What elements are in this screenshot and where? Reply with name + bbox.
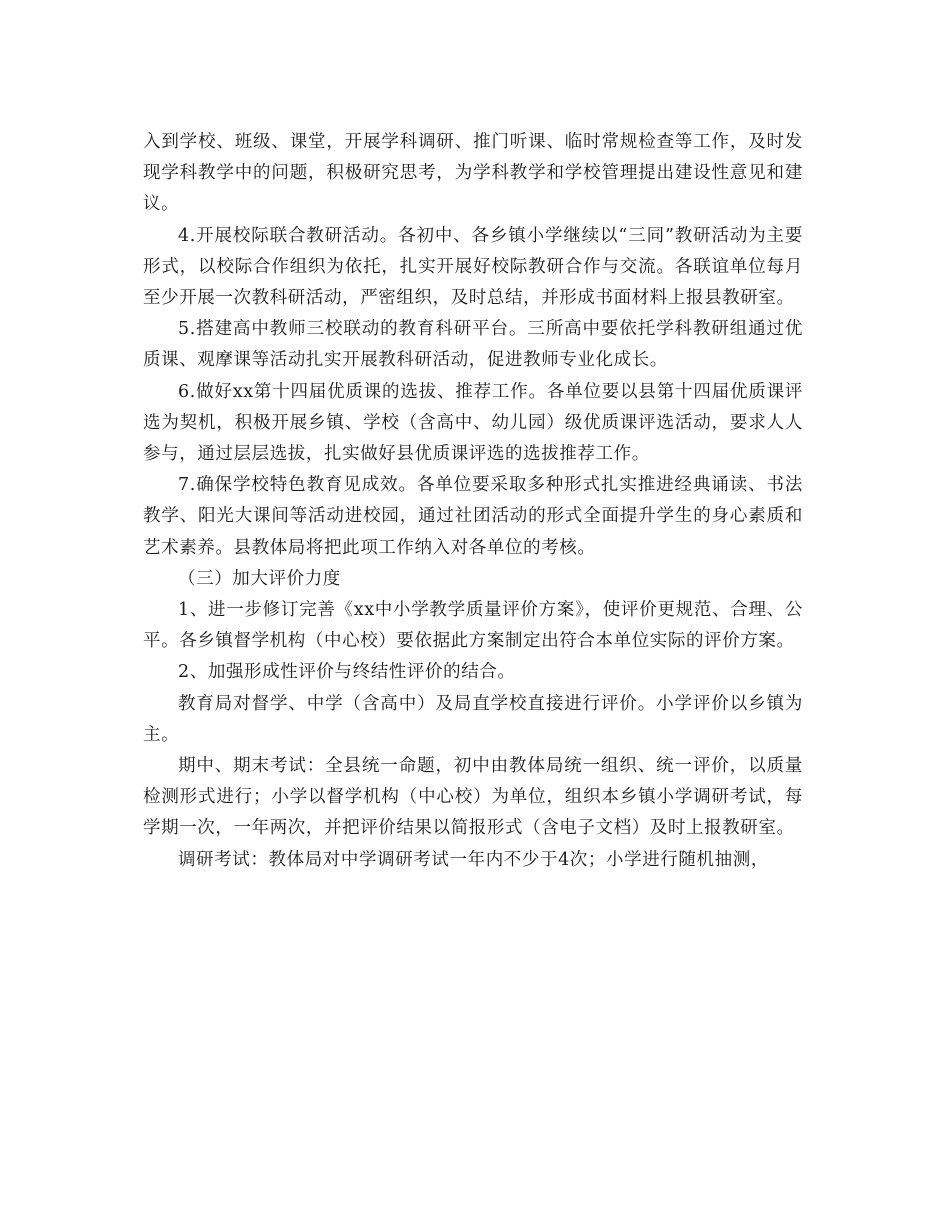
paragraph-item-6: 6.做好xx第十四届优质课的选拔、推荐工作。各单位要以县第十四届优质课评选为契机，积极开展乡镇、学校（含高中、幼儿园）级优质课评选活动，要求人人参与，通过层层选拔，扎实做好县优质课评选的选拔推荐工作。 bbox=[143, 381, 803, 465]
paragraph-item-5: 5.搭建高中教师三校联动的教育科研平台。三所高中要依托学科教研组通过优质课、观摩课等活动扎实开展教科研活动，促进教师专业化成长。 bbox=[143, 319, 803, 371]
paragraph-item-4: 4.开展校际联合教研活动。各初中、各乡镇小学继续以“三同”教研活动为主要形式，以校际合作组织为依托，扎实开展好校际教研合作与交流。各联谊单位每月至少开展一次教科研活动，严密组织，及时总结，并形成书面材料上报县教研室。 bbox=[143, 225, 803, 309]
paragraph-midterm-final-exams: 期中、期末考试：全县统一命题，初中由教体局统一组织、统一评价，以质量检测形式进行；小学以督学机构（中心校）为单位，组织本乡镇小学调研考试，每学期一次，一年两次，并把评价结果以简报形式（含电子文档）及时上报教研室。 bbox=[143, 756, 803, 839]
section-heading-evaluation: （三）加大评价力度 bbox=[178, 568, 341, 589]
paragraph-bureau-evaluation: 教育局对督学、中学（含高中）及局直学校直接进行评价。小学评价以乡镇为主。 bbox=[143, 693, 803, 745]
paragraph-evaluation-1: 1、进一步修订完善《xx中小学教学质量评价方案》，使评价更规范、合理、公平。各乡镇督学机构（中心校）要依据此方案制定出符合本单位实际的评价方案。 bbox=[143, 600, 803, 652]
paragraph-continuation: 入到学校、班级、课堂，开展学科调研、推门听课、临时常规检查等工作，及时发现学科教学中的问题，积极研究思考，为学科教学和学校管理提出建设性意见和建议。 bbox=[143, 132, 803, 215]
paragraph-evaluation-2: 2、加强形成性评价与终结性评价的结合。 bbox=[178, 662, 516, 683]
paragraph-survey-exams: 调研考试：教体局对中学调研考试一年内不少于4次；小学进行随机抽测， bbox=[178, 849, 769, 870]
paragraph-item-7: 7.确保学校特色教育见成效。各单位要采取多种形式扎实推进经典诵读、书法教学、阳光大课间等活动进校园，通过社团活动的形式全面提升学生的身心素质和艺术素养。县教体局将把此项工作纳入对各单位的考核。 bbox=[143, 475, 803, 558]
document-body bbox=[143, 127, 803, 876]
